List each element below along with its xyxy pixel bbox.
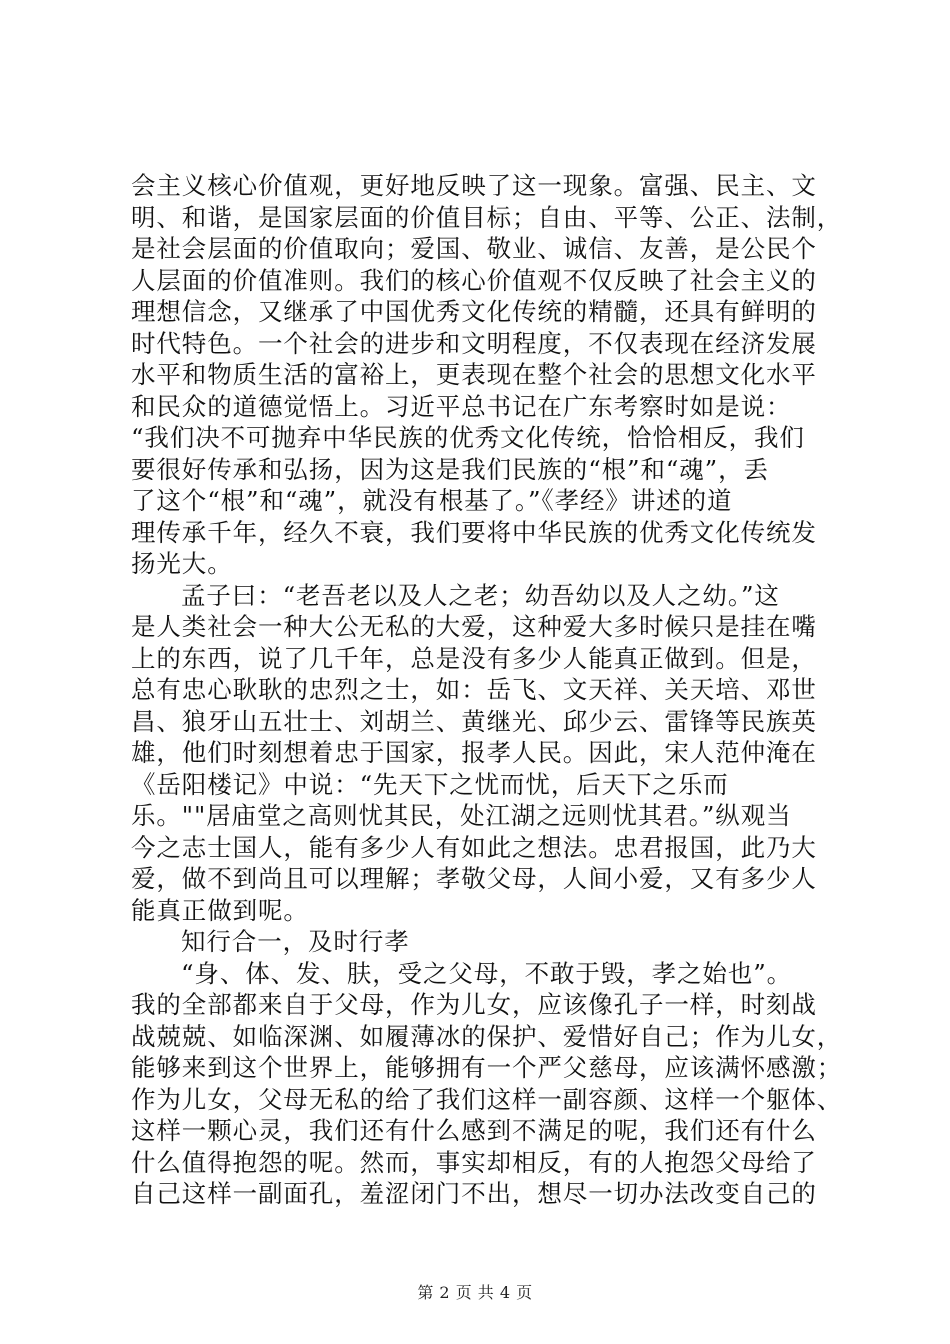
text-line: 是社会层面的价值取向；爱国、敬业、诚信、友善，是公民个 bbox=[131, 234, 817, 263]
text-line: 昌、狼牙山五壮士、刘胡兰、黄继光、邱少云、雷锋等民族英 bbox=[131, 706, 817, 736]
paragraph-start-line: “身、体、发、肤，受之父母，不敢于毁，孝之始也”。 bbox=[181, 958, 793, 988]
text-line: 我的全部都来自于父母，作为儿女，应该像孔子一样，时刻战 bbox=[131, 990, 817, 1019]
text-line: 上的东西，说了几千年，总是没有多少人能真正做到。但是， bbox=[131, 643, 817, 673]
text-line: 能够来到这个世界上，能够拥有一个严父慈母，应该满怀感激； bbox=[131, 1053, 843, 1082]
text-line: 作为儿女，父母无私的给了我们这样一副容颜、这样一个躯体、 bbox=[131, 1084, 843, 1114]
text-line: 理传承千年，经久不衰，我们要将中华民族的优秀文化传统发 bbox=[131, 517, 817, 547]
text-line: 要很好传承和弘扬，因为这是我们民族的“根”和“魂”，丢 bbox=[131, 454, 769, 484]
text-line: 理想信念，又继承了中国优秀文化传统的精髓，还具有鲜明的 bbox=[131, 297, 817, 326]
text-line: 时代特色。一个社会的进步和文明程度，不仅表现在经济发展 bbox=[131, 328, 817, 358]
text-line: 雄，他们时刻想着忠于国家，报孝人民。因此，宋人范仲淹在 bbox=[131, 738, 817, 767]
text-line: 《岳阳楼记》中说：“先天下之忧而忧，后天下之乐而 bbox=[131, 769, 729, 799]
text-line: 明、和谐，是国家层面的价值目标；自由、平等、公正、法制， bbox=[131, 202, 843, 232]
text-line: 什么值得抱怨的呢。然而，事实却相反，有的人抱怨父母给了 bbox=[131, 1147, 817, 1177]
text-line: 乐。""居庙堂之高则忧其民，处江湖之远则忧其君。”纵观当 bbox=[131, 801, 792, 830]
section-heading: 知行合一，及时行孝 bbox=[181, 927, 410, 956]
body-text bbox=[131, 170, 843, 1210]
text-line: 爱，做不到尚且可以理解；孝敬父母，人间小爱，又有多少人 bbox=[131, 864, 817, 893]
text-line: 会主义核心价值观，更好地反映了这一现象。富强、民主、文 bbox=[131, 171, 817, 200]
text-line: 这样一颗心灵，我们还有什么感到不满足的呢，我们还有什么 bbox=[131, 1116, 817, 1145]
text-line: 总有忠心耿耿的忠烈之士，如：岳飞、文天祥、关天培、邓世 bbox=[131, 675, 817, 704]
text-line: 了这个“根”和“魂”，就没有根基了。”《孝经》讲述的道 bbox=[131, 486, 733, 515]
text-line: 扬光大。 bbox=[131, 549, 233, 578]
page-number-footer: 第 2 页 共 4 页 bbox=[417, 1283, 533, 1302]
text-line: 是人类社会一种大公无私的大爱，这种爱大多时候只是挂在嘴 bbox=[131, 612, 817, 641]
text-line: 水平和物质生活的富裕上，更表现在整个社会的思想文化水平 bbox=[131, 360, 817, 389]
text-line: 自己这样一副面孔，羞涩闭门不出，想尽一切办法改变自己的 bbox=[131, 1179, 817, 1208]
text-line: “我们决不可抛弃中华民族的优秀文化传统，恰恰相反，我们 bbox=[131, 423, 805, 452]
text-line: 能真正做到呢。 bbox=[131, 895, 309, 925]
text-line: 人层面的价值准则。我们的核心价值观不仅反映了社会主义的 bbox=[131, 265, 817, 295]
text-line: 战兢兢、如临深渊、如履薄冰的保护、爱惜好自己；作为儿女， bbox=[131, 1021, 843, 1051]
paragraph-start-line: 孟子曰：“老吾老以及人之老；幼吾幼以及人之幼。”这 bbox=[181, 580, 780, 610]
text-line: 和民众的道德觉悟上。习近平总书记在广东考察时如是说： bbox=[131, 391, 792, 421]
text-line: 今之志士国人，能有多少人有如此之想法。忠君报国，此乃大 bbox=[131, 832, 817, 862]
